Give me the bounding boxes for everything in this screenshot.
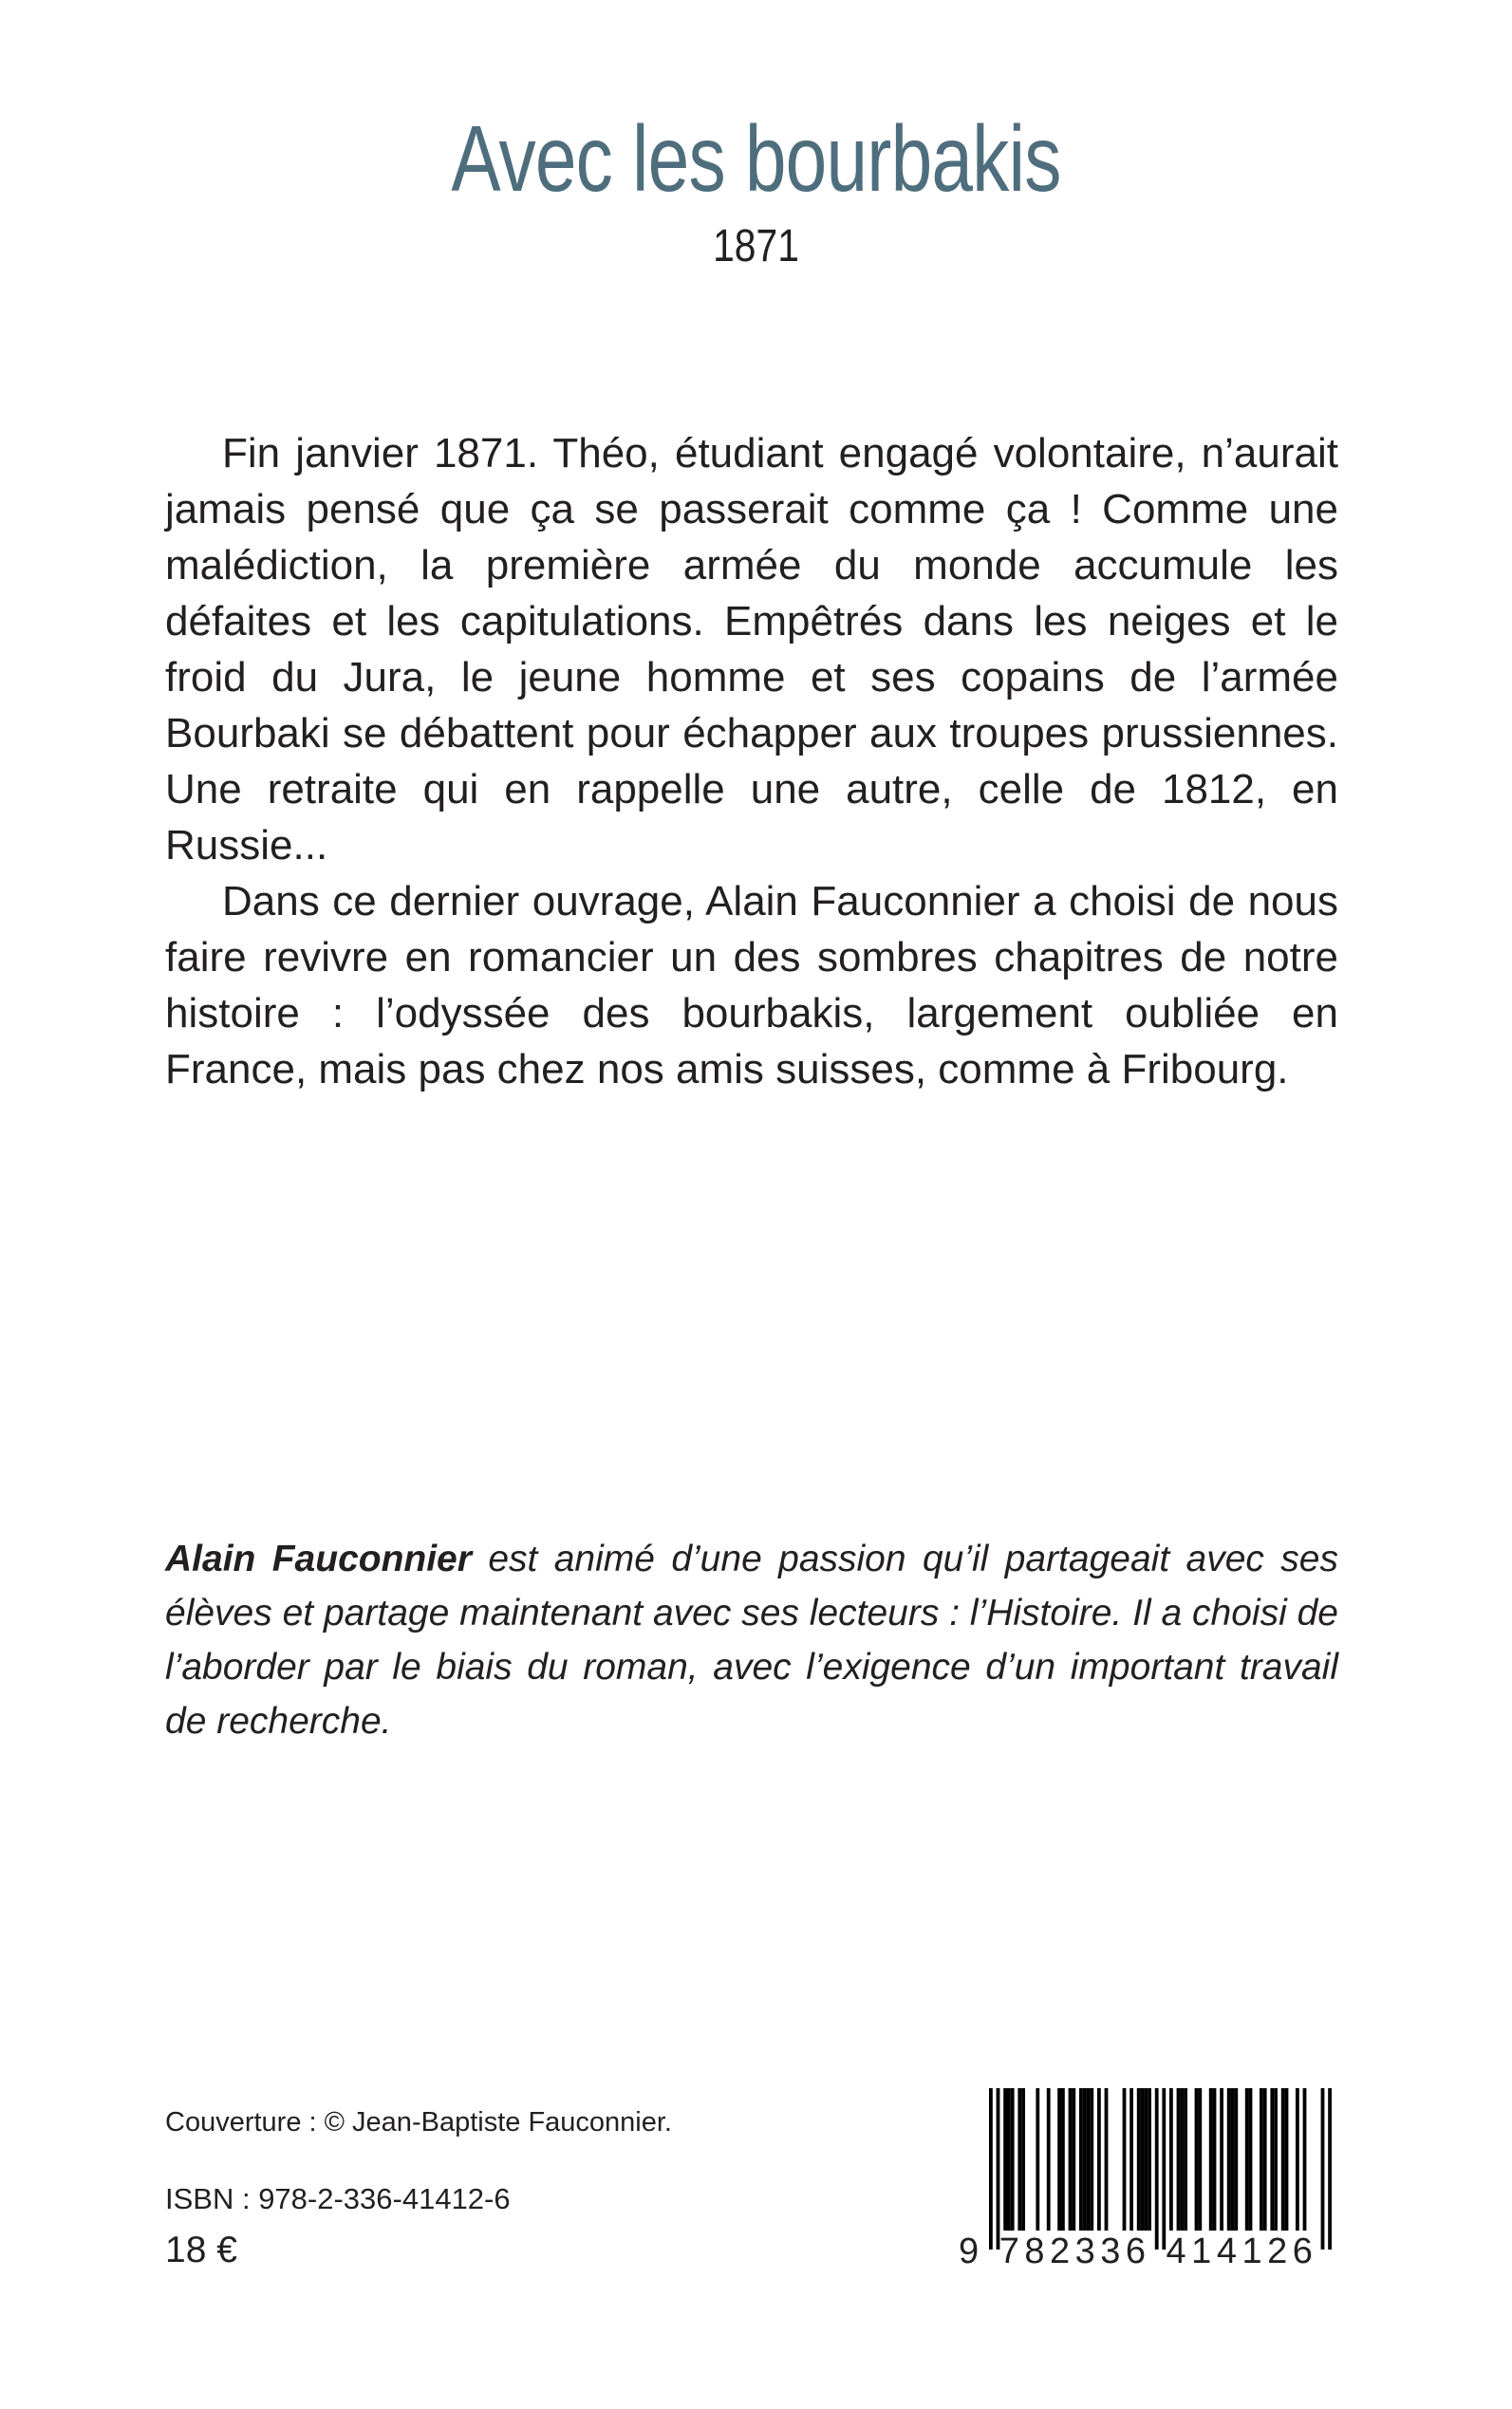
- barcode-bar: [1021, 2088, 1025, 2231]
- barcode-digits: 9 782336 414126: [959, 2232, 1318, 2271]
- barcode-bar: [1162, 2088, 1166, 2250]
- barcode-bar: [1017, 2088, 1021, 2231]
- summary-paragraph-1: Fin janvier 1871. Théo, étudiant engagé volontaire, n’aurait jamais pensé que ça se passerait comme ça ! Comme une malédiction, la première armée du monde accumule les défaites et les capitulations. Empêtrés dans les neiges et le froid du Jura, le jeune homme et ses copains de l’armée Bourbaki se débattent pour échapper aux troupes prussiennes. Une retraite qui en rappelle une autre, celle de 1812, en Russie...: [165, 430, 1338, 868]
- barcode-bar: [1209, 2088, 1213, 2231]
- book-title: Avec les bourbakis: [451, 106, 1061, 211]
- barcode-bar: [1184, 2088, 1187, 2231]
- barcode-bar: [1047, 2088, 1051, 2231]
- barcode-bar: [1057, 2088, 1061, 2231]
- barcode-bar: [1090, 2088, 1093, 2231]
- barcode-bar: [1007, 2088, 1011, 2231]
- barcode-bar: [1123, 2088, 1127, 2231]
- barcode-bar: [1303, 2088, 1307, 2231]
- barcode-bar: [1011, 2088, 1015, 2231]
- barcode-bar: [997, 2088, 1000, 2250]
- barcode-bar: [1148, 2088, 1151, 2231]
- barcode-bar: [1285, 2088, 1289, 2231]
- book-year: 1871: [713, 221, 799, 271]
- barcode-bar: [1249, 2088, 1253, 2231]
- price: 18 €: [165, 2230, 237, 2270]
- barcode-bar: [1079, 2088, 1083, 2231]
- barcode-bar: [1234, 2088, 1238, 2231]
- barcode-bar: [1274, 2088, 1278, 2231]
- barcode-bar: [1141, 2088, 1145, 2231]
- barcode-bar: [1227, 2088, 1231, 2231]
- cover-credit: Couverture : © Jean-Baptiste Fauconnier.: [165, 2107, 672, 2138]
- barcode-bar: [1231, 2088, 1235, 2231]
- barcode-bar: [1180, 2088, 1184, 2231]
- barcode-bar: [1003, 2088, 1007, 2231]
- barcode-bar: [1260, 2088, 1263, 2231]
- barcode-bar: [1069, 2088, 1073, 2231]
- barcode-bar: [1220, 2088, 1223, 2231]
- barcode-bar: [1263, 2088, 1267, 2231]
- barcode-bar: [1137, 2088, 1141, 2231]
- author-bio-text: est animé d’une passion qu’il partageait avec ses élèves et partage maintenant avec ses lecteurs : l’Histoire. Il a choisi de l’aborder par le biais du roman, avec l’exigence d’un important travail de recherche.: [165, 1539, 1338, 1742]
- barcode-bar: [1036, 2088, 1039, 2231]
- barcode-bar: [1245, 2088, 1249, 2231]
- barcode-bar: [1321, 2088, 1325, 2250]
- barcode-bar: [1270, 2088, 1274, 2231]
- barcode-bar: [1105, 2088, 1109, 2231]
- barcode-bar: [1083, 2088, 1087, 2231]
- barcode-bar: [1169, 2088, 1173, 2231]
- author-bio: [165, 1532, 1338, 1748]
- barcode-bar: [1097, 2088, 1101, 2231]
- barcode-bar: [1281, 2088, 1285, 2231]
- barcode-bar: [1296, 2088, 1299, 2231]
- barcode-bar: [1087, 2088, 1091, 2231]
- summary-paragraph-2: Dans ce dernier ouvrage, Alain Fauconnier a choisi de nous faire revivre en romancier un des sombres chapitres de notre histoire : l’odyssée des bourbakis, largement oubliée en France, mais pas chez nos amis suisses, comme à Fribourg.: [165, 878, 1338, 1092]
- barcode-bar: [1129, 2088, 1133, 2231]
- barcode-bar: [1177, 2088, 1181, 2231]
- barcode-bar: [1328, 2088, 1332, 2250]
- isbn: ISBN : 978-2-336-41412-6: [165, 2182, 511, 2215]
- barcode-bar: [1072, 2088, 1075, 2231]
- barcode-bar: [1061, 2088, 1065, 2231]
- barcode-bar: [1195, 2088, 1199, 2231]
- barcode-bar: [989, 2088, 993, 2250]
- barcode-bar: [1198, 2088, 1202, 2231]
- barcode-bar: [1213, 2088, 1217, 2231]
- barcode-bar: [1155, 2088, 1159, 2250]
- barcode-bar: [1144, 2088, 1148, 2231]
- author-name: Alain Fauconnier: [165, 1539, 472, 1579]
